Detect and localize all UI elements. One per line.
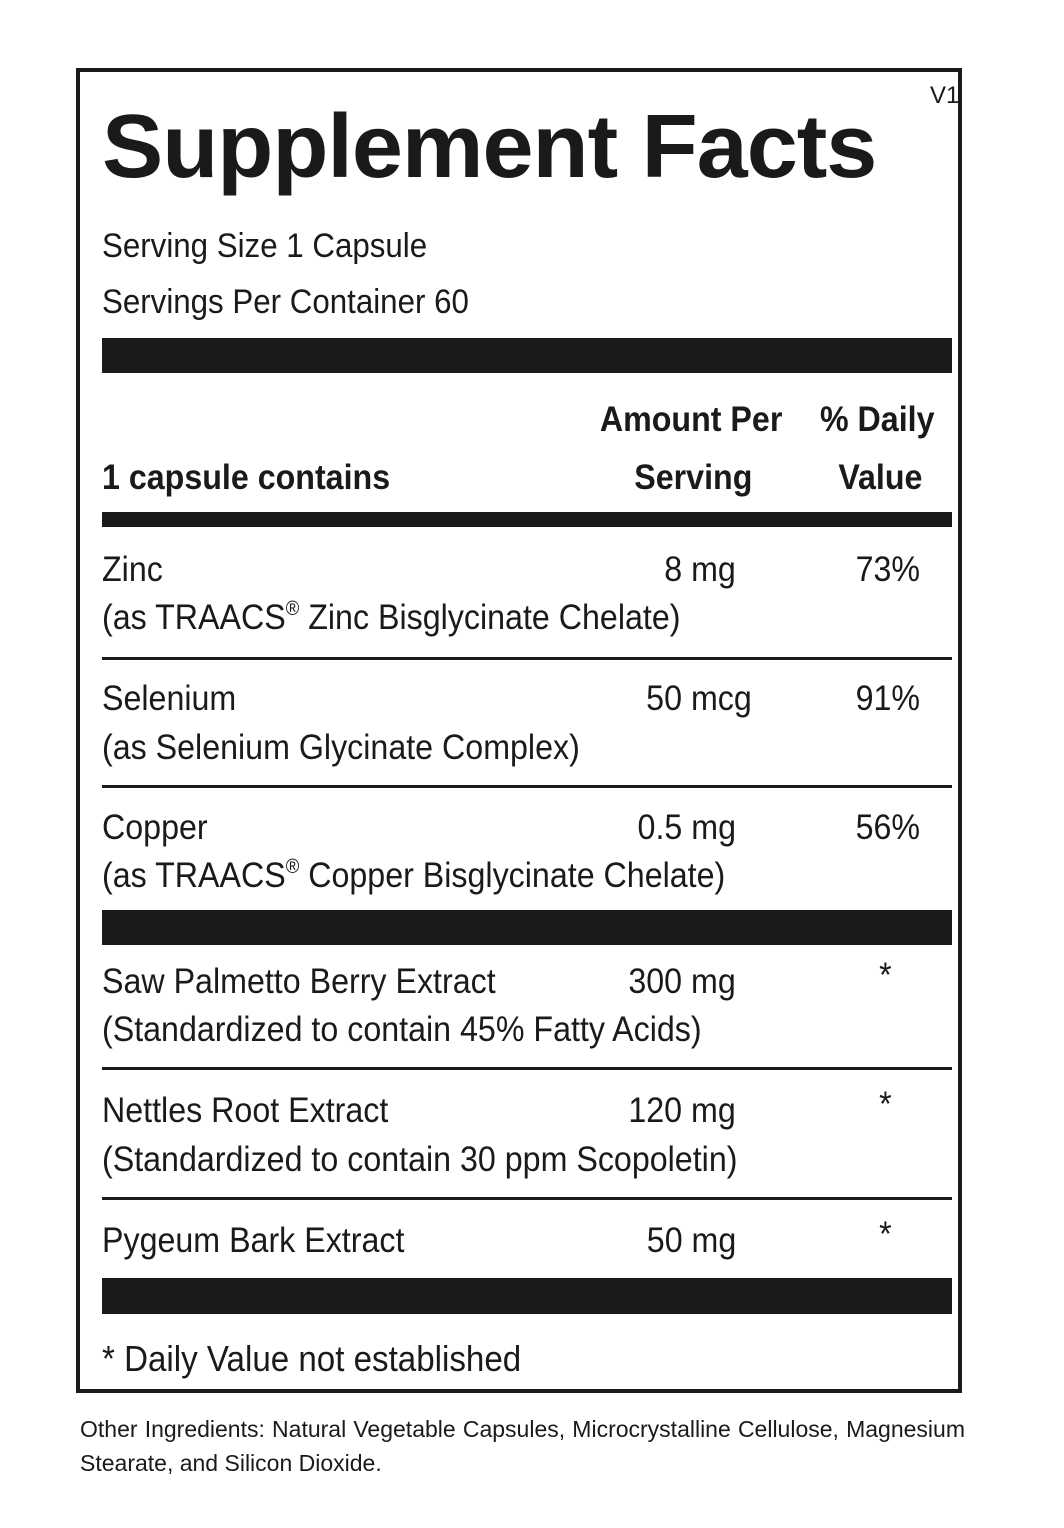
dv-header-line1: % Daily xyxy=(819,400,934,439)
medium-divider xyxy=(102,512,952,527)
nutrient-daily-value: 91% xyxy=(855,679,920,718)
nutrient-daily-value: 73% xyxy=(855,550,920,589)
thick-divider xyxy=(102,910,952,945)
amount-header-line2: Serving xyxy=(633,458,752,497)
nutrient-amount: 0.5 mg xyxy=(637,808,736,847)
serving-size: Serving Size 1 Capsule xyxy=(102,227,428,265)
daily-value-footnote: * Daily Value not established xyxy=(102,1338,522,1379)
nutrient-source: (as Selenium Glycinate Complex) xyxy=(102,728,580,767)
thick-divider xyxy=(102,338,952,373)
ingredient-amount: 300 mg xyxy=(628,962,736,1001)
nutrient-name: Zinc xyxy=(102,550,163,589)
ingredient-daily-value: * xyxy=(879,1215,892,1254)
amount-header-line1: Amount Per xyxy=(599,400,782,439)
ingredient-name: Nettles Root Extract xyxy=(102,1091,389,1130)
other-ingredients: Other Ingredients: Natural Vegetable Capsules, Microcrystalline Cellulose, Magnesium Stearate, and Silicon Dioxide. xyxy=(80,1416,965,1476)
row-divider xyxy=(102,1197,952,1200)
dv-header-line2: Value xyxy=(837,458,922,497)
ingredient-amount: 120 mg xyxy=(628,1091,736,1130)
panel-title: Supplement Facts xyxy=(102,97,877,197)
nutrient-daily-value: 56% xyxy=(855,808,920,847)
row-divider xyxy=(102,785,952,788)
nutrient-amount: 8 mg xyxy=(664,550,736,589)
nutrient-source: (as TRAACS® Copper Bisglycinate Chelate) xyxy=(102,856,726,895)
row-divider xyxy=(102,657,952,660)
supplement-facts-panel xyxy=(76,68,962,1393)
ingredient-name: Pygeum Bark Extract xyxy=(102,1221,405,1260)
nutrient-name: Copper xyxy=(102,808,208,847)
ingredient-daily-value: * xyxy=(879,1085,892,1124)
nutrient-name: Selenium xyxy=(102,679,237,718)
contains-header: 1 capsule contains xyxy=(102,458,391,497)
nutrient-amount: 50 mcg xyxy=(646,679,752,718)
ingredient-standardization: (Standardized to contain 45% Fatty Acids) xyxy=(102,1010,702,1049)
ingredient-name: Saw Palmetto Berry Extract xyxy=(102,962,496,1001)
thick-divider xyxy=(102,1278,952,1314)
ingredient-daily-value: * xyxy=(879,956,892,995)
version-label: V1 xyxy=(930,82,960,109)
row-divider xyxy=(102,1067,952,1070)
nutrient-source: (as TRAACS® Zinc Bisglycinate Chelate) xyxy=(102,598,681,637)
ingredient-amount: 50 mg xyxy=(646,1221,736,1260)
ingredient-standardization: (Standardized to contain 30 ppm Scopoletin) xyxy=(102,1140,738,1179)
servings-per-container: Servings Per Container 60 xyxy=(102,283,469,321)
